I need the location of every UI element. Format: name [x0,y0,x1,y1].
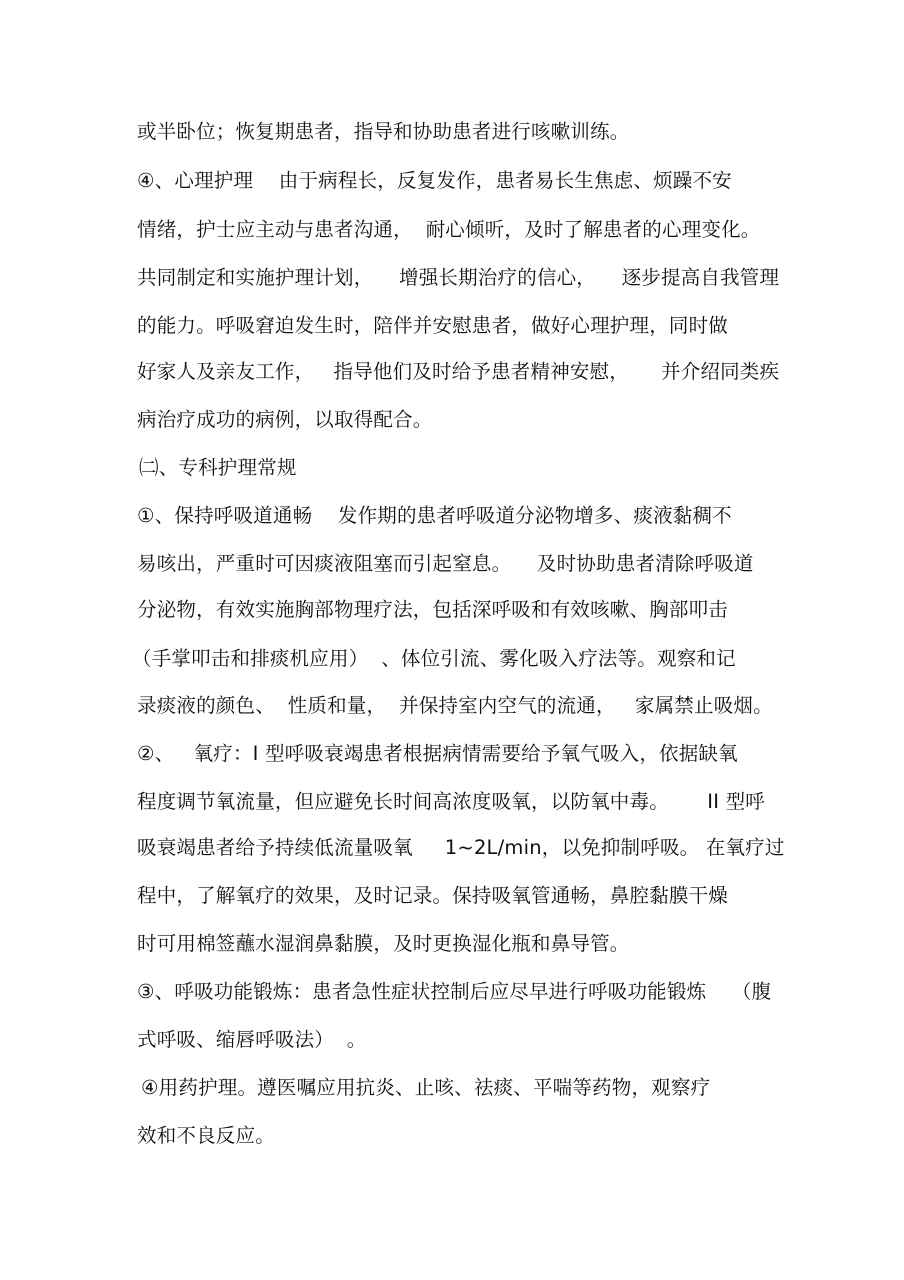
text-line: 时可用棉签蘸水湿润鼻黏膜，及时更换湿化瓶和鼻导管。 [137,932,630,955]
text-line: 效和不良反应。 [137,1124,275,1147]
section-heading: ㈡、专科护理常规 [139,456,297,479]
text-line: 式呼吸、缩唇呼吸法） 。 [137,1028,367,1051]
text-line: 程度调节氧流量，但应避免长时间高浓度吸氧，以防氧中毒。 II 型呼 [137,790,765,813]
text-line: 或半卧位；恢复期患者，指导和协助患者进行咳嗽训练。 [137,120,630,143]
text-line: 病治疗成功的病例，以取得配合。 [137,408,433,431]
text-line: 情绪，护士应主动与患者沟通， 耐心倾听，及时了解患者的心理变化。 [137,218,761,241]
text-line: 易咳出，严重时可因痰液阻塞而引起窒息。 及时协助患者清除呼吸道 [137,552,754,575]
text-line: ④用药护理。遵医嘱应用抗炎、止咳、祛痰、平喘等药物，观察疗 [141,1076,711,1099]
text-line: 好家人及亲友工作， 指导他们及时给予患者精神安慰， 并介绍同类疾 [137,360,780,383]
text-line: （手掌叩击和排痰机应用） 、体位引流、雾化吸入疗法等。观察和记 [132,647,736,670]
text-line: ①、保持呼吸道通畅 发作期的患者呼吸道分泌物增多、痰液黏稠不 [137,504,732,527]
text-line: 共同制定和实施护理计划， 增强长期治疗的信心， 逐步提高自我管理 [137,266,780,289]
text-line: 吸衰竭患者给予持续低流量吸氧 1~2L/min，以免抑制呼吸。 在氧疗过 [137,836,785,859]
text-line: 分泌物，有效实施胸部物理疗法，包括深呼吸和有效咳嗽、胸部叩击 [137,598,729,621]
text-line: ③、呼吸功能锻炼：患者急性症状控制后应尽早进行呼吸功能锻炼 （腹 [137,980,772,1003]
text-line: 程中，了解氧疗的效果，及时记录。保持吸氧管通畅，鼻腔黏膜干燥 [137,884,729,907]
text-line: 录痰液的颜色、 性质和量， 并保持室内空气的流通， 家属禁止吸烟。 [137,694,773,717]
text-line: ②、 氧疗：I 型呼吸衰竭患者根据病情需要给予氧气吸入，依据缺氧 [137,742,738,765]
text-line: 的能力。呼吸窘迫发生时，陪伴并安慰患者，做好心理护理，同时做 [137,314,729,337]
text-line: ④、心理护理 由于病程长，反复发作，患者易长生焦虑、烦躁不安 [137,169,732,192]
